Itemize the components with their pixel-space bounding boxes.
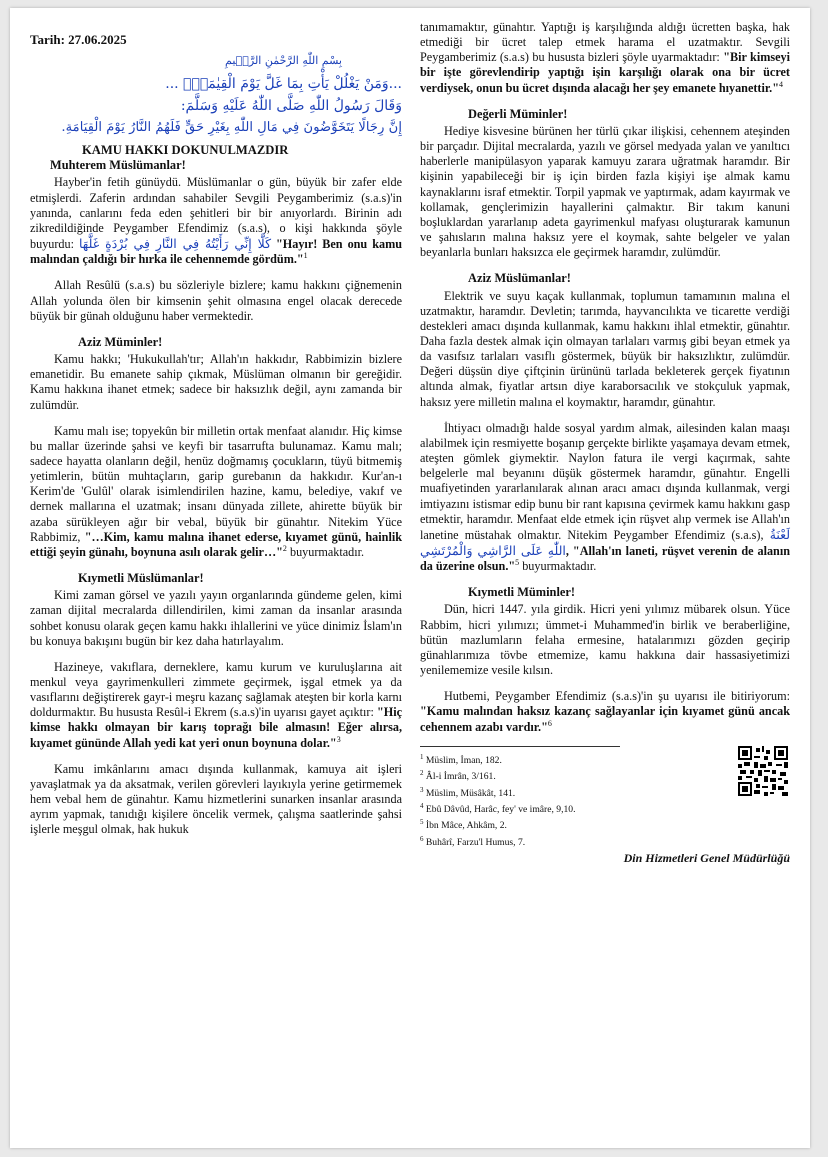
footnote: $^1$ Müslim, İman, 182.: [420, 752, 502, 766]
footnote: $^2$ Âl-i İmrân, 3/161.: [420, 769, 496, 783]
organization-signature: Din Hizmetleri Genel Müdürlüğü: [623, 851, 790, 866]
paragraph: Hutbemi, Peygamber Efendimiz (s.a.s)'in şu uyarısı ile bitiriyorum: "Kamu malından haksız kazanç sağlayanlar için kıyamet günü ancak cehennem azabı vardır."$^6$: [420, 689, 790, 734]
right-column: [420, 20, 790, 866]
sermon-page: [10, 8, 810, 1148]
footnote-ref: 6: [547, 718, 552, 728]
besmele-calligraphy: بِسْمِ اللّٰهِ الرَّحْمٰنِ الرَّح۪يمِ: [225, 54, 342, 68]
paragraph: Kamu imkânlarını amacı dışında kullanmak, kamuya ait işleri yavaşlatmak ya da aksatmak, verilen görevleri layıkıyla yerine getirmemek hem vebal hem de günahtır. Kamu hizmetlerini sunarken insanlar arasında ayrım yapmak, tanıdığı kişilere öncelik vermek, çalışma saatlerinde şahsi işlerle meşgul olmak, hak hukuk: [30, 761, 402, 837]
arabic-hadith-intro: وَقَالَ رَسُولُ اللّٰهِ صَلَّى اللّٰهُ عَلَيْهِ وَسَلَّمَ:: [180, 98, 402, 115]
footnote-ref: 3: [336, 734, 341, 744]
footnote-ref: 2: [282, 543, 287, 553]
paragraph: tanımamaktır, günahtır. Yaptığı iş karşılığında aldığı ücretten başka, hak etmediği bir ücret talep etmek harama el uzatmaktır. Sevgili Peygamberimiz (s.a.s) bu hususta bizleri şöyle uyarmaktadır: "Bir kimseyi bir işte görevlendirip yaptığı işin karşılığı olarak ona bir ücret verdiysek, onun bu ücret dışında alacağı her şey emanete hıyanettir."$^4$: [420, 20, 790, 95]
footnotes: [420, 746, 620, 849]
footnote: $^6$ Buhârî, Farzu'l Humus, 7.: [420, 834, 526, 848]
paragraph: Allah Resûlü (s.a.s) bu sözleriyle bizlere; kamu hakkını çiğnemenin Allah yolunda ölen bir kimsenin şehit olmasına engel olacak derecede büyük bir günah olduğunu haber vermektedir.: [30, 278, 402, 323]
paragraph: Elektrik ve suyu kaçak kullanmak, toplumun tamamının malına el uzatmaktır, haramdır. Devletin; tarımda, hayvancılıkta ve ticarette verdiği destekleri amacı dışında kullanmak, kamu hakkını ihlal etmektir, günahtır. Daha fazla destek almak için olmayan tarlaları varmış gibi beyan etmek ya da vasıfsız tarlaları vasıflı göstermek, büyük bir haksızlıktır, zulümdür. Değeri düşsün diye çiftçinin ürününü tarlada bekleterek gerçek fiyatının altında almak, fiyatlar artsın diye karaborsacılık ve stokçuluk yapmak, haksız yere milletin malına el koymaktır, haramdır, günahtır.: [420, 288, 790, 409]
arabic-hadith: إِنَّ رِجَالًا يَتَخَوَّضُونَ فِي مَالِ اللّٰهِ بِغَيْرِ حَقٍّ فَلَهُمُ النَّارُ يَوْمَ الْقِيَامَةِ.: [61, 120, 402, 136]
footnote: $^3$ Müslim, Müsâkât, 141.: [420, 785, 516, 799]
paragraph: Kimi zaman görsel ve yazılı yayın organlarında gündeme gelen, kimi zaman dijital mecralarda dillendirilen, kimi zaman da insanlar arasında sohbet konusu olarak geçen kamu hakkı ihlallerini ve yüce dinimiz İslam'ın bu konuya bakışını bugün bir kez daha hatırlayalım.: [30, 588, 402, 648]
qr-code-icon[interactable]: [738, 746, 788, 796]
footnote: $^5$ İbn Mâce, Ahkâm, 2.: [420, 818, 507, 832]
footnote-area: [420, 746, 790, 849]
footnote-ref: 5: [515, 558, 520, 568]
paragraph: Hayber'in fetih günüydü. Müslümanlar o gün, büyük bir zafer elde etmişlerdi. Zaferin ardından sahabiler Sevgili Peygamberimiz (s.a.s)'in yanında, canlarını feda eden şehitleri bir bir anıyorlardı. Birinin adı zikredildiğinde Peygamber Efendimiz (s.a.s), o kişi hakkında şöyle buyurdu: كَلَّا إِنِّي رَأَيْتُهُ فِي النَّارِ فِي بُرْدَةٍ غَلَّهَا "Hayır! Ben onu kamu malından çaldığı bir hırka ile cehennemde gördüm."$^1$: [30, 175, 402, 267]
heading-kiymetli-muslumanlar: Kıymetli Müslümanlar!: [78, 571, 204, 586]
arabic-inline-hadith: لَعْنَةُ اللّٰهِ عَلَى الرَّاشِي وَالْمُرْتَشِي: [420, 526, 790, 558]
heading-aziz-mu-minler: Aziz Müminler!: [78, 334, 163, 349]
paragraph: İhtiyacı olmadığı halde sosyal yardım almak, ailesinden kalan maaşı alabilmek için resmiyette boşanıp gerçekte birlikte yaşamaya devam etmek, ateşten gömlek giymektir. Naylon fatura ile vergi kaçırmak, sahte belgelerle mal beyanını düşük göstermek haramdır, günahtır. Engelli muafiyetinden yararlanılarak alınan aracı amacı dışında kullanmak, vergi imtiyazını istismar edip bunu bir rant kapısına çevirmek kamu hakkını gasp etmektir, haramdır. Menfaat elde etmek için rüşvet alıp vermek ise Allah'ın lanetine müstahak olmaktır. Nitekim Peygamber Efendimiz (s.a.s), لَعْنَةُ اللّٰهِ عَلَى الرَّاشِي وَالْمُرْتَشِي, "Allah'ın laneti, rüşvet verenin de alanın da üzerine olsun."$^5$ buyurmaktadır.: [420, 420, 790, 574]
paragraph: Kamu hakkı; 'Hukukullah'tır; Allah'ın hakkıdır, Rabbimizin bizlere emanetidir. Bu emanete sahip çıkmak, Müslüman olmanın bir gereğidir. Kamu hakkına ihanet etmek; sadece bir haksızlık değil, aynı zamanda bir zulümdür.: [30, 352, 402, 412]
paragraph: Kamu malı ise; topyekûn bir milletin ortak menfaat alanıdır. Hiç kimse bu mallar üzerinde şahsi ve keyfi bir tasarrufta bulunamaz. Kamu malı; sadece hayatta olanların değil, henüz doğmamış çocukların, tüyü bitmemiş yetimlerin, bütün muhtaçların, garip gurebanın da hakkıdır. Kur'an-ı Kerim'de 'Gulûl' olarak isimlendirilen hazine, kamu, belediye, vakıf ve dernek mallarına el uzatmak; insanı dünyada zillete, ahirette büyük bir azaba sürükleyen ağır bir vebal, büyük bir günahtır. Nitekim Yüce Rabbimiz, "…Kim, kamu malına ihanet ederse, kıyamet günü, hainlik ettiği şeyin günahı, boynuna asılı olarak gelir…"$^2$ buyurmaktadır.: [30, 423, 402, 559]
arabic-inline-hadith: كَلَّا إِنِّي رَأَيْتُهُ فِي النَّارِ فِي بُرْدَةٍ غَلَّهَا: [79, 236, 272, 252]
arabic-verse: ...وَمَنْ يَغْلُلْ يَأْتِ بِمَا غَلَّ يَوْمَ الْقِيٰمَةِۚ ...: [165, 76, 402, 93]
date-label: Tarih: 27.06.2025: [30, 32, 127, 47]
heading-muhterem: Muhterem Müslümanlar!: [50, 158, 186, 173]
heading-aziz-muslumanlar: Aziz Müslümanlar!: [468, 271, 571, 286]
footnote-ref: 4: [778, 79, 783, 89]
heading-degerli-muminler: Değerli Müminler!: [468, 106, 568, 121]
sermon-title: KAMU HAKKI DOKUNULMAZDIR: [82, 143, 289, 158]
paragraph: Hediye kisvesine bürünen her türlü çıkar ilişkisi, cehennem ateşinden bir parçadır. Dijital mecralarda, yazılı ve görsel medyada yalan ve yanıltıcı haberlerle manipülasyon yaparak kamuyu zarara uğratmak haramdır. Bir kişinin yapabileceği bir iş için birden fazla kişiyi işe almak kamu kaynaklarını israf etmektir. Torpil yapmak ve yaptırmak, adam kayırmak ve kollamak, gençlerimizin hayallerini çalmaktır. Bir takım kanuni boşluklardan yararlanıp adeta gayrimenkul mafyası oluşturarak kamunun ve şahısların malına haksız yere el koymak, sahte belgeler ve yalan beyanlarla bunları haksızca ele geçirmek haramdır, zulümdür.: [420, 123, 790, 260]
footnote-ref: 1: [303, 251, 308, 261]
heading-kiymetli-muminler: Kıymetli Müminler!: [468, 585, 576, 600]
paragraph: Dün, hicri 1447. yıla girdik. Hicri yeni yılımız mübarek olsun. Yüce Rabbim, hicri yılımızı; ümmet-i Muhammed'in birlik ve beraberliğine, bütün mazlumların felaha ermesine, hatalarımızı gözden geçirip günahlarımıza tövbe etmemize, kamu hakkına dair hassasiyetimizi yenilememize vesile kılsın.: [420, 602, 790, 678]
left-column: [30, 32, 402, 849]
paragraph: Hazineye, vakıflara, derneklere, kamu kurum ve kuruluşlarına ait menkul veya gayrimenkulleri zimmete geçirmek, işgal etmek ya da vasıflarını değiştirerek gayr-i meşru kazanç sağlamak ateşten bir korla karnı doldurmaktır. Bu hususta Resûl-i Ekrem (s.a.s)'in uyarısı gayet açıktır: "Hiç kimse hakkı olmayan bir karış toprağı bile almasın! Eğer alırsa, kıyamet gününde Allah yedi kat yeri onun boynuna dolar."$^3$: [30, 659, 402, 750]
footnote: $^4$ Ebû Dâvûd, Harâc, fey' ve imâre, 9,10.: [420, 801, 576, 816]
